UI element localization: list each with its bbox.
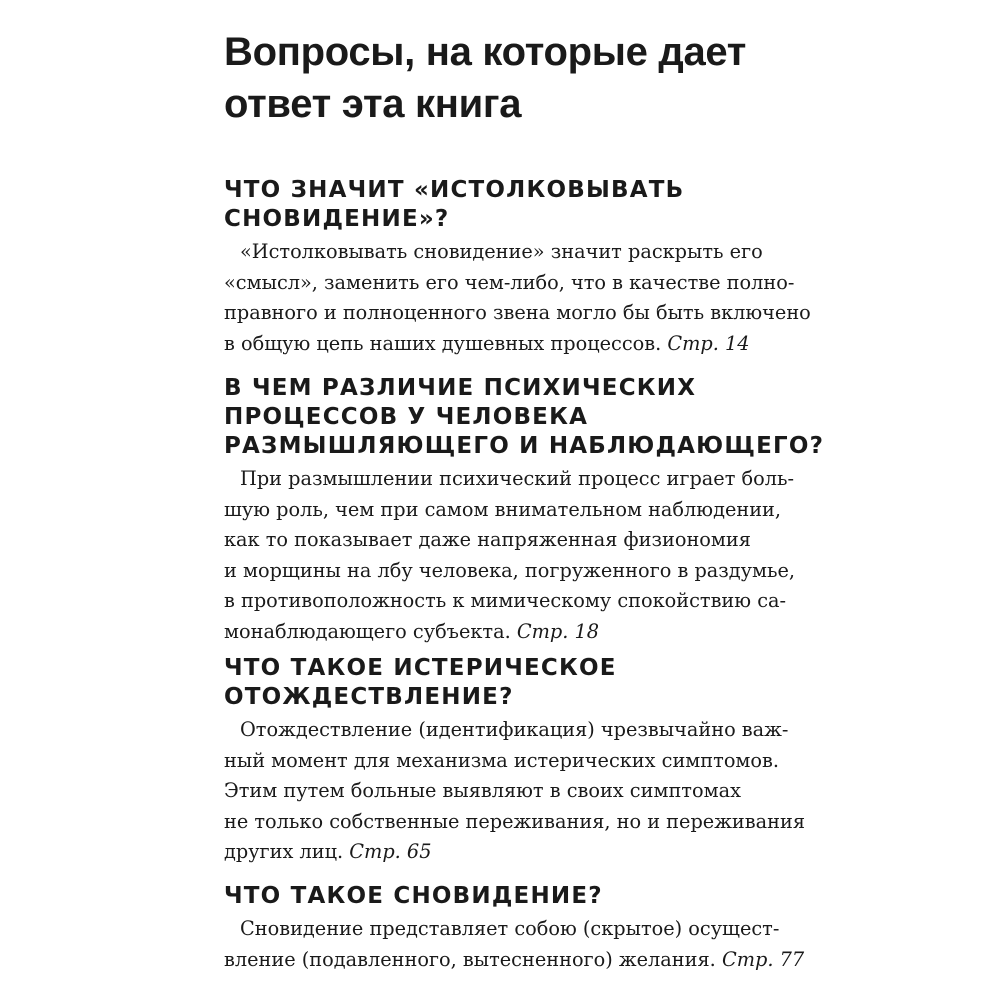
answer-line: ный момент для механизма истерических симптомов.: [224, 748, 780, 772]
question-section: [224, 654, 805, 868]
question-heading-line: ЧТО ТАКОЕ СНОВИДЕНИЕ?: [224, 883, 603, 909]
page-title-line: ответ эта книга: [224, 82, 522, 126]
question-heading-line: ЧТО ЗНАЧИТ «ИСТОЛКОВЫВАТЬ: [224, 177, 685, 203]
answer-line: Сновидение представляет собою (скрытое) осущест-: [240, 917, 780, 940]
question-heading: [224, 374, 825, 461]
answer-line: «Истолковывать сновидение» значит раскрыть его: [240, 240, 763, 263]
answer-text: [224, 464, 796, 647]
page-title: [224, 26, 784, 130]
answer-line: в общую цепь наших душевных процессов.: [224, 331, 662, 355]
question-section: [224, 882, 805, 975]
question-heading-line: ПРОЦЕССОВ У ЧЕЛОВЕКА: [224, 404, 589, 430]
answer-line: правного и полноценного звена могло бы быть включено: [224, 301, 811, 324]
answer-line: и морщины на лбу человека, погруженного в раздумье,: [224, 558, 796, 582]
question-heading-line: ЧТО ТАКОЕ ИСТЕРИЧЕСКОЕ: [224, 655, 617, 681]
answer-line: Отождествление (идентификация) чрезвычайно важ-: [240, 718, 789, 741]
question-heading: [224, 654, 784, 712]
answer-line: «смысл», заменить его чем-либо, что в качестве полно-: [224, 270, 795, 294]
question-heading-line: ОТОЖДЕСТВЛЕНИЕ?: [224, 684, 514, 710]
answer-line: не только собственные переживания, но и переживания: [224, 809, 805, 833]
answer-text: [224, 237, 811, 359]
answer-line: монаблюдающего субъекта.: [224, 619, 511, 643]
question-section: [224, 374, 825, 647]
answer-line: вление (подавленного, вытесненного) желания.: [224, 947, 716, 971]
question-heading-line: В ЧЕМ РАЗЛИЧИЕ ПСИХИЧЕСКИХ: [224, 375, 697, 401]
page-reference: Стр. 18: [516, 619, 600, 643]
answer-line: шую роль, чем при самом внимательном наблюдении,: [224, 497, 782, 521]
question-section: [224, 176, 811, 359]
question-heading-line: СНОВИДЕНИЕ»?: [224, 206, 450, 232]
answer-text: [224, 715, 805, 868]
answer-line: как то показывает даже напряженная физиономия: [224, 528, 751, 551]
page-title-line: Вопросы, на которые дает: [224, 30, 747, 74]
answer-line: других лиц.: [224, 840, 344, 863]
question-heading-line: РАЗМЫШЛЯЮЩЕГО И НАБЛЮДАЮЩЕГО?: [224, 433, 825, 459]
answer-line: При размышлении психический процесс играет боль-: [240, 467, 794, 490]
page-reference: Стр. 65: [349, 840, 432, 863]
question-heading: [224, 176, 784, 234]
question-heading: [224, 882, 784, 911]
page-reference: Стр. 77: [721, 947, 805, 971]
answer-line: Этим путем больные выявляют в своих симптомах: [224, 779, 741, 802]
answer-line: в противоположность к мимическому спокойствию са-: [224, 589, 786, 612]
page-reference: Стр. 14: [667, 331, 750, 355]
answer-text: [224, 914, 805, 975]
